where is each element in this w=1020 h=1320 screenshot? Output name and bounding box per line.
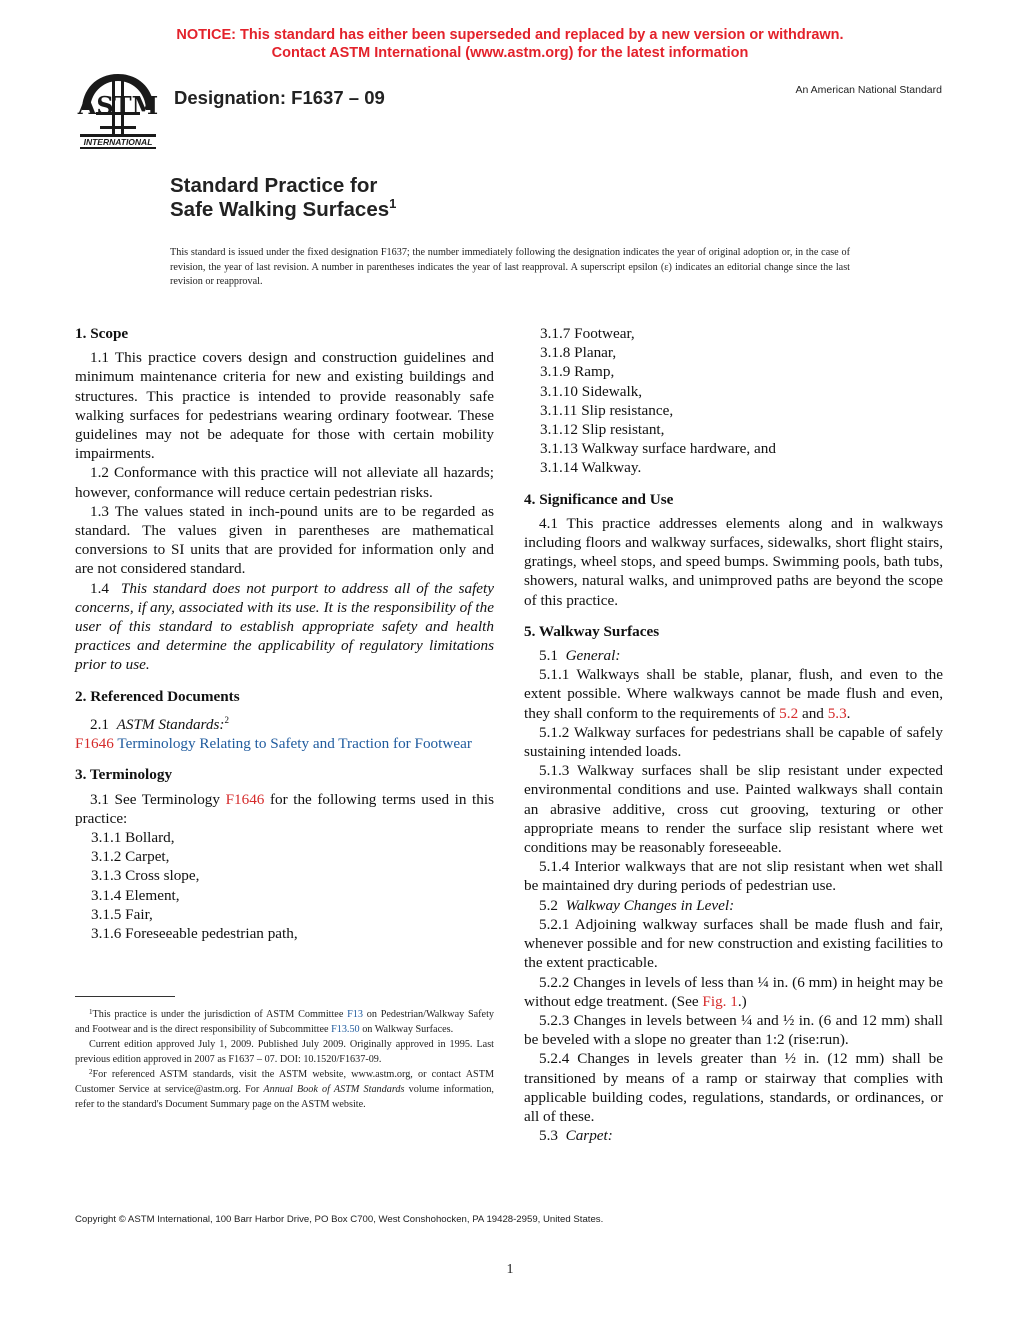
subcommittee-f13-50-link[interactable]: F13.50 [331, 1024, 360, 1035]
right-column [524, 324, 943, 1145]
astm-logo [72, 72, 164, 152]
para-3-1-text-b: for the following terms used in this practice: [75, 790, 494, 827]
footnote-1-mark: 1 [89, 1008, 93, 1016]
logo-letters: ASTM [77, 91, 159, 120]
title-footnote-mark: 1 [389, 196, 397, 211]
para-5-1 [524, 646, 943, 665]
section-5-2-link[interactable]: 5.2 [779, 704, 799, 722]
footnote-1 [75, 1007, 494, 1037]
para-5-3-text: Carpet: [565, 1127, 613, 1145]
para-5-1-number: 5.1 [539, 647, 558, 665]
para-2-1-footnote-mark: 2 [224, 714, 229, 725]
heading-referenced-documents: 2. Referenced Documents [75, 687, 240, 705]
reference-f1646-title-link[interactable]: Terminology Relating to Safety and Traction for Footwear [117, 735, 472, 753]
para-5-1-text: General: [565, 647, 621, 665]
term-3-1-13: 3.1.13 Walkway surface hardware, and [540, 440, 776, 458]
preamble: This standard is issued under the fixed designation F1637; the number immediately following the designation indicates the year of original adoption or, in the case of revision, the year of last revision. A number in parentheses indicates the year of last reapproval. A superscript epsilon (ε) indicates an editorial change since the last revision or reapproval. [170, 247, 850, 288]
para-2-1-text: ASTM Standards: [116, 715, 225, 733]
footnote-1-approval: Current edition approved July 1, 2009. Published July 2009. Originally approved in 1995. Last previous edition approved in 2007 as F1637 – 07. DOI: 10.1520/F1637-09. [75, 1039, 494, 1065]
para-5-2-2-text-b: .) [737, 992, 747, 1010]
para-3-1 [75, 790, 494, 828]
para-5-2-1: 5.2.1 Adjoining walkway surfaces shall be made flush and fair, whenever possible and for new construction and existing facilities to the extent practicable. [524, 915, 943, 972]
para-5-1-1-text-a: 5.1.1 Walkways shall be stable, planar, flush, and even to the extent possible. Where walkways cannot be made flush and even, they shall conform to the requirements of [524, 666, 943, 722]
para-5-1-1 [524, 665, 943, 723]
para-5-1-3: 5.1.3 Walkway surfaces shall be slip resistant under expected environmental conditions and use. Painted walkways shall contain an abrasive additive, cross cut grooving, texturing or other appropriate means to render the surface slip resistant where wet conditions may be reasonably foreseeable. [524, 762, 943, 857]
para-1-1: 1.1 This practice covers design and construction guidelines and minimum maintenance criteria for new and existing buildings and structures. This practice is intended to provide reasonably safe walking surfaces for pedestrians wearing ordinary footwear. These guidelines may not be adequate for those with certain mobility impairments. [75, 349, 494, 463]
footnote-1-text-a: This practice is under the jurisdiction of ASTM Committee [92, 1009, 348, 1020]
para-5-1-2: 5.1.2 Walkway surfaces for pedestrians shall be capable of safely sustaining intended loads. [524, 723, 943, 761]
para-3-1-text-a: 3.1 See Terminology [90, 790, 226, 808]
title-line-1: Standard Practice for [170, 174, 378, 197]
term-3-1-9: 3.1.9 Ramp, [540, 363, 615, 381]
title-line-2 [170, 198, 396, 222]
footnote-1-text-b: on Pedestrian/Walkway Safety and Footwear and is the direct responsibility of Subcommittee [75, 1009, 494, 1035]
para-5-1-4: 5.1.4 Interior walkways that are not slip resistant when wet shall be maintained dry during periods of pedestrian use. [524, 858, 943, 895]
para-1-2: 1.2 Conformance with this practice will not alleviate all hazards; however, conformance will reduce certain pedestrian risks. [75, 464, 494, 501]
para-1-4-number: 1.4 [90, 579, 109, 597]
para-5-2-3: 5.2.3 Changes in levels between ¼ and ½ in. (6 and 12 mm) shall be beveled with a slope no greater than 1:2 (rise:run). [524, 1011, 943, 1049]
para-5-2-2 [524, 973, 943, 1011]
footnotes [75, 1007, 494, 1112]
para-1-4-text: This standard does not purport to address all of the safety concerns, if any, associated with its use. It is the responsibility of the user of this standard to establish appropriate safety and health practices and determine the applicability of regulatory limitations prior to use. [75, 579, 495, 674]
term-3-1-4: 3.1.4 Element, [91, 886, 180, 904]
page-number: 1 [506, 1262, 514, 1277]
figure-1-link[interactable]: Fig. 1 [702, 992, 738, 1010]
para-5-3 [524, 1126, 943, 1145]
para-5-2-text: Walkway Changes in Level: [565, 896, 735, 914]
term-3-1-5: 3.1.5 Fair, [91, 905, 153, 923]
para-1-4 [75, 579, 494, 675]
para-5-2-2-text-a: 5.2.2 Changes in levels of less than ¼ in. (6 mm) in height may be without edge treatment. (See [524, 973, 943, 1010]
para-4-1: 4.1 This practice addresses elements along and in walkways including floors and walkway surfaces, sidewalks, short flight stairs, gratings, wheel stops, and speed bumps. Swimming pools, bath tubs, showers, natural walks, and unimproved paths are beyond the scope of this practice. [524, 514, 943, 609]
document-title [170, 174, 396, 222]
para-5-2-number: 5.2 [539, 896, 558, 914]
term-3-1-14: 3.1.14 Walkway. [540, 459, 642, 477]
para-5-1-1-end: . [846, 704, 851, 722]
withdrawal-notice [0, 26, 1020, 62]
term-3-1-12: 3.1.12 Slip resistant, [540, 421, 665, 439]
footnote-2-mark: 2 [89, 1068, 93, 1076]
term-3-1-11: 3.1.11 Slip resistance, [540, 401, 674, 419]
copyright: Copyright © ASTM International, 100 Barr Harbor Drive, PO Box C700, West Conshohocken, PA 19428-2959, United States. [75, 1214, 604, 1225]
notice-line-1: NOTICE: This standard has either been superseded and replaced by a new version or withdrawn. [176, 27, 844, 43]
left-column [75, 324, 494, 943]
committee-f13-link[interactable]: F13 [347, 1009, 363, 1020]
notice-line-2: Contact ASTM International (www.astm.org) for the latest information [271, 45, 749, 61]
term-3-1-7: 3.1.7 Footwear, [540, 325, 635, 342]
term-3-1-6: 3.1.6 Foreseeable pedestrian path, [91, 924, 298, 942]
footnote-2 [75, 1067, 494, 1112]
para-2-1 [75, 711, 494, 734]
term-3-1-3: 3.1.3 Cross slope, [91, 867, 200, 885]
para-5-2-4: 5.2.4 Changes in levels greater than ½ in. (12 mm) shall be transitioned by means of a ramp or stairway that complies with applicable building codes, regulations, standards, or ordinances, or all of these. [524, 1050, 943, 1125]
reference-f1646 [49, 734, 494, 753]
american-national-standard-label: An American National Standard [795, 84, 942, 96]
heading-scope: 1. Scope [75, 325, 129, 342]
para-1-3: 1.3 The values stated in inch-pound units are to be regarded as standard. The values given in parentheses are mathematical conversions to SI units that are provided for information only and are not considered standard. [75, 502, 494, 578]
term-3-1-2: 3.1.2 Carpet, [91, 848, 170, 866]
section-5-3-link[interactable]: 5.3 [827, 704, 847, 722]
footnote-2-text-a: For referenced ASTM standards, visit the ASTM website, www.astm.org, or contact ASTM Customer Service at service@astm.org. For [75, 1069, 494, 1095]
footnote-divider [75, 996, 175, 997]
heading-terminology: 3. Terminology [75, 766, 173, 784]
term-3-1-10: 3.1.10 Sidewalk, [540, 382, 643, 400]
heading-walkway-surfaces: 5. Walkway Surfaces [524, 622, 660, 640]
para-5-1-1-and: and [798, 704, 828, 722]
title-line-2-text: Safe Walking Surfaces [170, 198, 390, 221]
terminology-f1646-link[interactable]: F1646 [225, 790, 265, 808]
para-5-2 [524, 896, 943, 915]
astm-logo-icon [72, 72, 164, 152]
term-3-1-8: 3.1.8 Planar, [540, 344, 617, 362]
designation: Designation: F1637 – 09 [174, 87, 385, 108]
term-3-1-1: 3.1.1 Bollard, [91, 828, 175, 846]
footnote-2-text-b: volume information, refer to the standard's Document Summary page on the ASTM website. [75, 1084, 494, 1110]
logo-subtitle: INTERNATIONAL [83, 137, 153, 147]
para-5-3-number: 5.3 [539, 1127, 558, 1145]
para-2-1-number: 2.1 [90, 715, 109, 733]
footnote-1-text-c: on Walkway Surfaces. [359, 1024, 454, 1035]
heading-significance-and-use: 4. Significance and Use [524, 490, 674, 508]
footnote-2-italic: Annual Book of ASTM Standards [263, 1084, 405, 1095]
reference-f1646-code-link[interactable]: F1646 [75, 735, 114, 753]
